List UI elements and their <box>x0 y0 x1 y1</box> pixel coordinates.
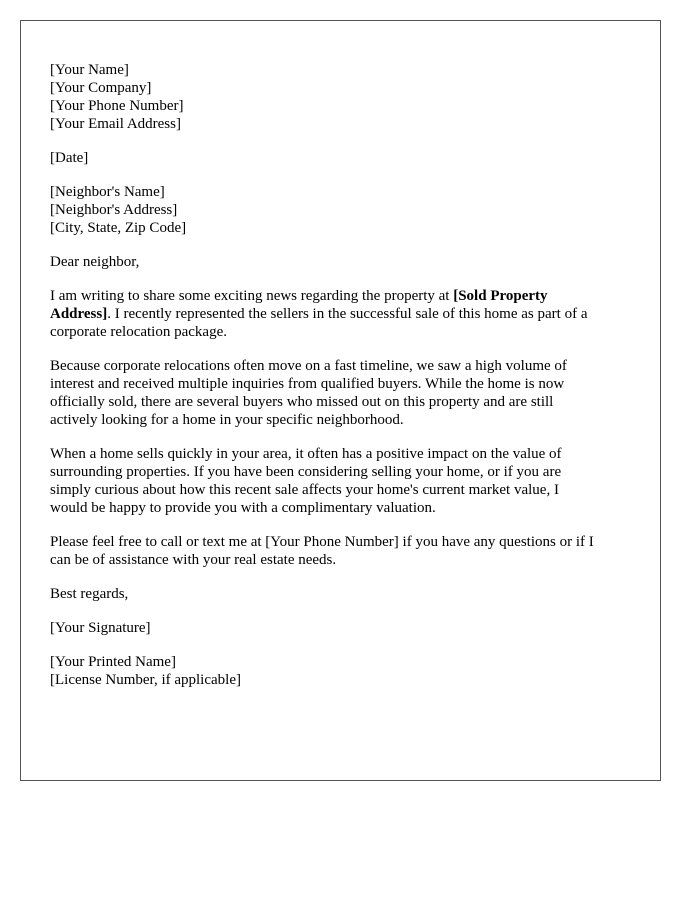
text: . I recently represented the sellers in the successful sale of this home as part of a <box>107 306 588 322</box>
printed-name: [Your Printed Name] <box>50 654 176 670</box>
paragraph-line: When a home sells quickly in your area, it often has a positive impact on the value of <box>50 446 562 462</box>
sender-company: [Your Company] <box>50 80 152 96</box>
paragraph-line: corporate relocation package. <box>50 324 227 340</box>
paragraph-line: simply curious about how this recent sale affects your home's current market value, I <box>50 482 559 498</box>
paragraph-line <box>50 305 660 323</box>
paragraph-line: can be of assistance with your real estate needs. <box>50 552 337 568</box>
property-address-bold: [Sold Property <box>453 288 548 304</box>
sender-name: [Your Name] <box>50 62 129 78</box>
footer-block <box>50 653 660 689</box>
signature: [Your Signature] <box>50 620 151 636</box>
paragraph-line <box>50 287 660 305</box>
paragraph-2 <box>50 357 660 429</box>
paragraph-3 <box>50 445 660 517</box>
recipient-city: [City, State, Zip Code] <box>50 220 187 236</box>
paragraph-line: officially sold, there are several buyers who missed out on this property and are still <box>50 394 554 410</box>
recipient-name: [Neighbor's Name] <box>50 184 165 200</box>
letter-page <box>20 20 661 781</box>
recipient-block <box>50 183 660 237</box>
closing: Best regards, <box>50 586 129 602</box>
date: [Date] <box>50 150 89 166</box>
paragraph-line: actively looking for a home in your specific neighborhood. <box>50 412 404 428</box>
salutation: Dear neighbor, <box>50 254 140 270</box>
paragraph-line: Please feel free to call or text me at [Your Phone Number] if you have any questions or if I <box>50 534 594 550</box>
paragraph-line: would be happy to provide you with a complimentary valuation. <box>50 500 436 516</box>
sender-email: [Your Email Address] <box>50 116 181 132</box>
paragraph-4 <box>50 533 660 569</box>
license-number: [License Number, if applicable] <box>50 672 241 688</box>
recipient-address: [Neighbor's Address] <box>50 202 178 218</box>
paragraph-line: interest and received multiple inquiries from qualified buyers. While the home is now <box>50 376 565 392</box>
sender-phone: [Your Phone Number] <box>50 98 184 114</box>
text: I am writing to share some exciting news regarding the property at <box>50 288 454 304</box>
sender-block <box>50 61 660 133</box>
paragraph-line: Because corporate relocations often move on a fast timeline, we saw a high volume of <box>50 358 567 374</box>
property-address-bold: Address] <box>50 306 108 322</box>
paragraph-line: surrounding properties. If you have been considering selling your home, or if you are <box>50 464 562 480</box>
paragraph-1 <box>50 287 660 341</box>
